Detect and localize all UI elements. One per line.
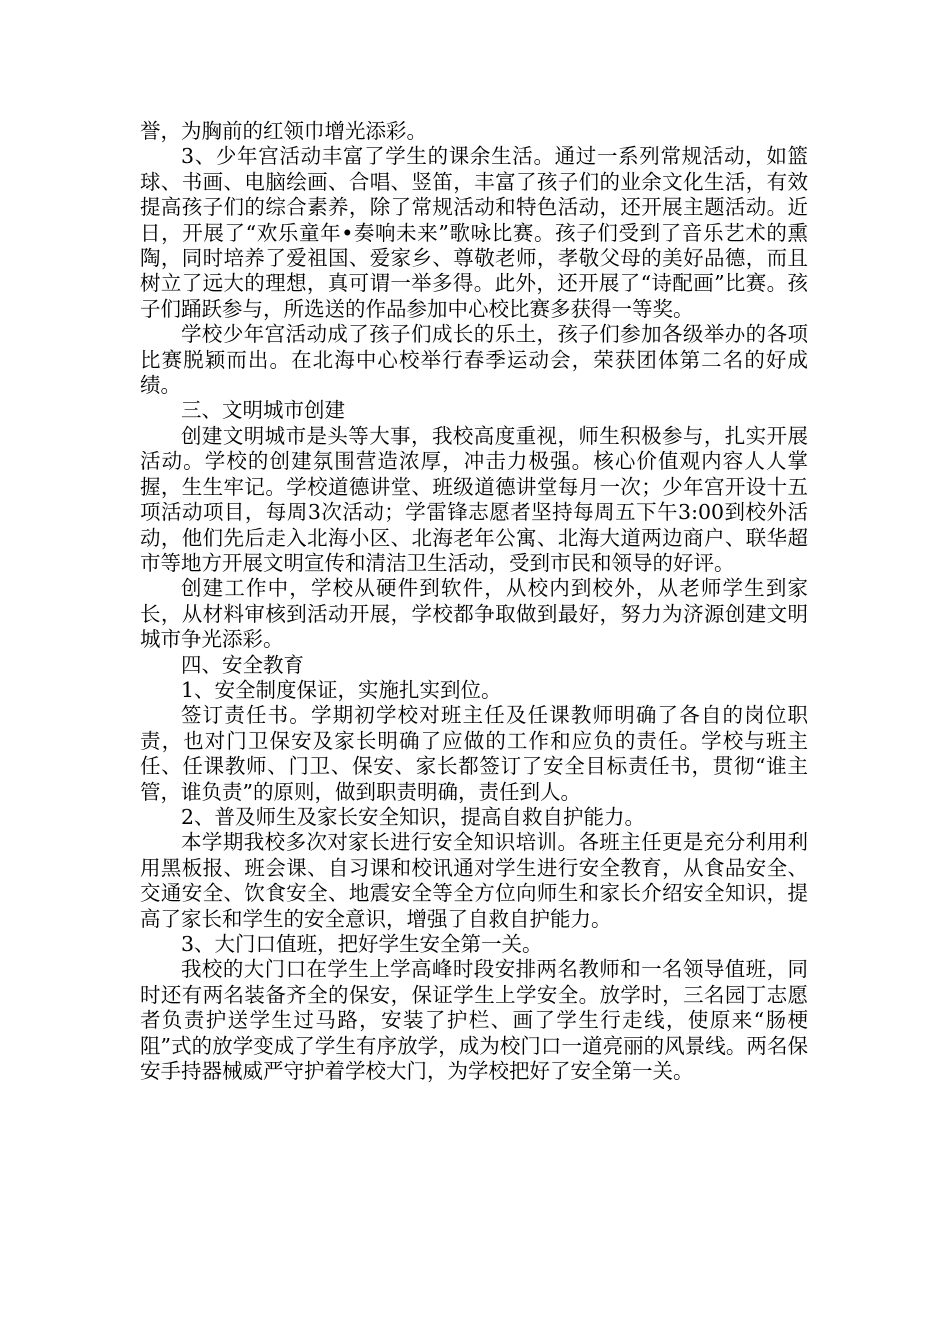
paragraph-civilized-city-work: 创建工作中，学校从硬件到软件，从校内到校外，从老师学生到家长，从材料审核到活动开展，学校都争取做到最好，努力为济源创建文明城市争光添彩。 — [140, 576, 808, 652]
paragraph-civilized-city-activities: 创建文明城市是头等大事，我校高度重视，师生积极参与，扎实开展活动。学校的创建氛围营造浓厚，冲击力极强。核心价值观内容人人掌握，生生牢记。学校道德讲堂、班级道德讲堂每月一次；少年宫开设十五项活动项目，每周3次活动；学雷锋志愿者坚持每周五下午3:00到校外活动，他们先后走入北海小区、北海老年公寓、北海大道两边商户、联华超市等地方开展文明宣传和清洁卫生活动，受到市民和领导的好评。 — [140, 423, 808, 575]
paragraph-youth-palace-results: 学校少年宫活动成了孩子们成长的乐土，孩子们参加各级举办的各项比赛脱颖而出。在北海中心校举行春季运动会，荣获团体第二名的好成绩。 — [140, 322, 808, 398]
subheading-safety-system: 1、安全制度保证，实施扎实到位。 — [181, 677, 502, 702]
paragraph-gate-duty: 我校的大门口在学生上学高峰时段安排两名教师和一名领导值班，同时还有两名装备齐全的保安，保证学生上学安全。放学时，三名园丁志愿者负责护送学生过马路，安装了护栏、画了学生行走线，使原来“肠梗阻”式的放学变成了学生有序放学，成为校门口一道亮丽的风景线。两名保安手持器械威严守护着学校大门，为学校把好了安全第一关。 — [140, 957, 808, 1084]
subheading-safety-knowledge: 2、普及师生及家长安全知识，提高自救自护能力。 — [181, 804, 646, 829]
paragraph-safety-training: 本学期我校多次对家长进行安全知识培训。各班主任更是充分利用利用黑板报、班会课、自习课和校讯通对学生进行安全教育，从食品安全、交通安全、饮食安全、地震安全等全方位向师生和家长介绍安全知识，提高了家长和学生的安全意识，增强了自救自护能力。 — [140, 830, 808, 931]
paragraph-continuation: 誉，为胸前的红领巾增光添彩。 — [140, 119, 427, 143]
paragraph-responsibility-letter: 签订责任书。学期初学校对班主任及任课教师明确了各自的岗位职责，也对门卫保安及家长明确了应做的工作和应负的责任。学校与班主任、任课教师、门卫、保安、家长都签订了安全目标责任书，贯彻“谁主管，谁负责”的原则，做到职责明确，责任到人。 — [140, 703, 808, 804]
document-body — [140, 119, 808, 1084]
section-heading-safety-education: 四、安全教育 — [181, 652, 304, 677]
paragraph-youth-palace-activities: 3、少年宫活动丰富了学生的课余生活。通过一系列常规活动，如篮球、书画、电脑绘画、合唱、竖笛，丰富了孩子们的业余文化生活，有效提高孩子们的综合素养，除了常规活动和特色活动，还开展主题活动。近日，开展了“欢乐童年•奏响未来”歌咏比赛。孩子们受到了音乐艺术的熏陶，同时培养了爱祖国、爱家乡、尊敬老师，孝敬父母的美好品德，而且树立了远大的理想，真可谓一举多得。此外，还开展了“诗配画”比赛。孩子们踊跃参与，所选送的作品参加中心校比赛多获得一等奖。 — [140, 144, 808, 321]
section-heading-civilized-city: 三、文明城市创建 — [181, 398, 345, 423]
subheading-gate-duty: 3、大门口值班，把好学生安全第一关。 — [181, 932, 543, 956]
